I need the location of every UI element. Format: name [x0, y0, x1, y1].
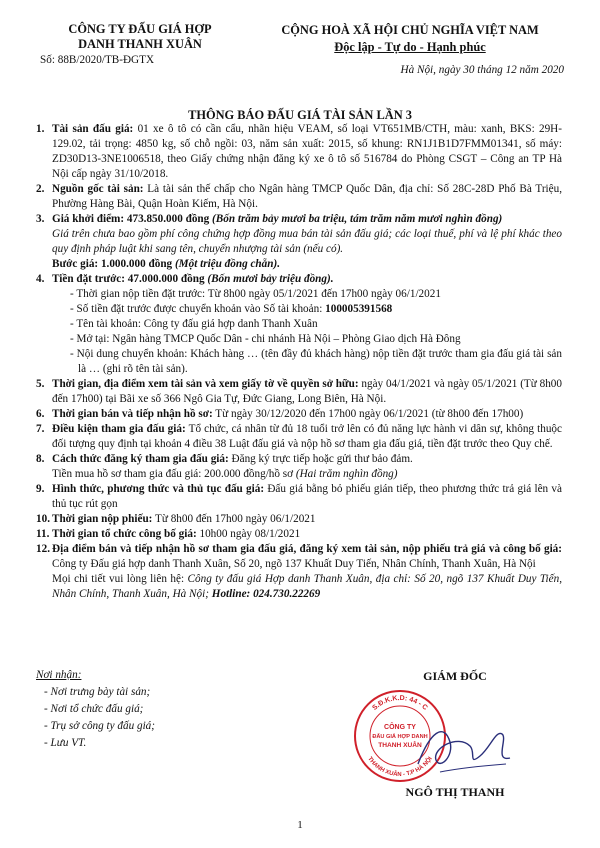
- item-label: Thời gian bán và tiếp nhận hồ sơ:: [52, 408, 213, 420]
- item-number: 9.: [36, 483, 45, 495]
- item-text: Công ty Đấu giá hợp danh Thanh Xuân, Số 20, ngõ 137 Khuất Duy Tiến, Nhân Chính, Thanh Xuân, Hà Nội: [52, 558, 536, 570]
- seal-line-1: CÔNG TY: [384, 724, 416, 731]
- national-motto: Độc lập - Tự do - Hạnh phúc: [334, 39, 486, 54]
- item-label: Thời gian nộp phiếu:: [52, 513, 153, 525]
- account-bank: - Mở tại: Ngân hàng TMCP Quốc Dân - chi nhánh Hà Nội – Phòng Giao dịch Hà Đông: [70, 333, 461, 345]
- item-announcement-time: [36, 527, 562, 542]
- item-number: 7.: [36, 423, 45, 435]
- price-in-words: (Bốn trăm bảy mươi ba triệu, tám trăm năm mươi nghìn đồng): [209, 213, 503, 225]
- document-title: THÔNG BÁO ĐẤU GIÁ TÀI SẢN LẦN 3: [188, 108, 412, 122]
- signer-role: GIÁM ĐỐC: [423, 669, 487, 683]
- document-number: Số: 88B/2020/TB-ĐGTX: [40, 54, 155, 67]
- transfer-content: - Nội dung chuyển khoản: Khách hàng … (tên đầy đủ khách hàng) nộp tiền đặt trước tham gia đấu giá tài sản là … (ghi rõ tên tài sản).: [70, 348, 562, 375]
- item-text: Đấu giá bằng bỏ phiếu gián tiếp, theo phương thức trả giá lên và thủ tục rút gọn: [52, 483, 562, 510]
- item-label: Địa điểm bán và tiếp nhận hồ sơ tham gia đấu giá, đăng ký xem tài sản, nộp phiếu trả giá và công bố giá:: [52, 543, 562, 555]
- hotline: Hotline: 024.730.22269: [211, 588, 321, 600]
- item-sale-time: [36, 407, 562, 422]
- item-label: Cách thức đăng ký tham gia đấu giá:: [52, 453, 229, 465]
- dossier-fee: Tiền mua hồ sơ tham gia đấu giá: 200.000 đồng/hồ sơ: [52, 468, 296, 480]
- recipients-block: [36, 668, 256, 751]
- seal-line-3: THANH XUÂN: [378, 742, 422, 749]
- deposit-time: - Thời gian nộp tiền đặt trước: Từ 8h00 ngày 05/1/2021 đến 17h00 ngày 06/1/2021: [70, 288, 441, 300]
- item-number: 5.: [36, 378, 45, 390]
- item-method: [36, 482, 562, 512]
- account-number: 100005391568: [325, 303, 393, 315]
- item-text: Tổ chức, cá nhân từ đủ 18 tuổi trở lên có đủ năng lực hành vi dân sự, không thuộc đối tượng quy định tại khoản 4 điều 38 Luật đấu giá và nộp hồ sơ tham gia đấu giá, tiền đặt trước theo Quy chế.: [52, 423, 562, 450]
- item-ballot-time: [36, 512, 562, 527]
- item-registration: [36, 452, 562, 482]
- item-text: Là tài sản thế chấp cho Ngân hàng TMCP Quốc Dân, địa chỉ: Số 28C-28D Phố Bà Triệu, Phường Hàng Bài, Quận Hoàn Kiếm, Hà Nội.: [52, 183, 563, 210]
- item-number: 2.: [36, 183, 45, 195]
- item-number: 11.: [36, 528, 50, 540]
- recipient-item: - Trụ sở công ty đấu giá;: [44, 720, 156, 732]
- price-note: Giá trên chưa bao gồm phí công chứng hợp đồng mua bán tài sản đấu giá; các loại thuế, phí và lệ phí khác theo quy định pháp luật khi sang tên, chuyển nhượng tài sản (nếu có).: [52, 228, 562, 255]
- recipient-item: - Nơi trưng bày tài sản;: [44, 686, 151, 698]
- item-number: 3.: [36, 213, 45, 225]
- item-label: Điều kiện tham gia đấu giá:: [52, 423, 186, 435]
- company-header: [40, 22, 240, 68]
- deposit-account: [52, 302, 562, 317]
- deposit-in-words: (Bốn mươi bảy triệu đồng).: [204, 273, 334, 285]
- national-header: [250, 22, 570, 78]
- dossier-fee-words: (Hai trăm nghìn đồng): [295, 468, 398, 480]
- company-name-line2: DANH THANH XUÂN: [78, 37, 202, 52]
- company-name-line1: CÔNG TY ĐẤU GIÁ HỢP: [68, 22, 212, 36]
- item-number: 10.: [36, 513, 50, 525]
- item-viewing: [36, 377, 562, 407]
- page-number: 1: [297, 819, 303, 831]
- signer-name: NGÔ THỊ THANH: [405, 785, 505, 800]
- item-origin: [36, 182, 562, 212]
- recipients-label: Nơi nhận:: [36, 669, 82, 681]
- item-number: 6.: [36, 408, 45, 420]
- item-deposit: [36, 272, 562, 377]
- item-number: 4.: [36, 273, 45, 285]
- item-label: Nguồn gốc tài sản:: [52, 183, 144, 195]
- item-conditions: [36, 422, 562, 452]
- item-label: Thời gian, địa điểm xem tài sản và xem giấy tờ về quyền sở hữu:: [52, 378, 359, 390]
- bid-step-words: (Một triệu đồng chẵn).: [172, 258, 280, 270]
- nation-name: CỘNG HOÀ XÃ HỘI CHỦ NGHĨA VIỆT NAM: [281, 23, 539, 37]
- seal-ring-bottom-text: THANH XUÂN - T.P HÀ NỘI: [366, 756, 434, 779]
- notice-body: [36, 122, 562, 602]
- recipient-item: - Nơi tổ chức đấu giá;: [44, 703, 144, 715]
- issue-date: Hà Nội, ngày 30 tháng 12 năm 2020: [400, 64, 564, 77]
- item-text: Từ ngày 30/12/2020 đến 17h00 ngày 06/1/2021 (từ 8h00 đến 17h00): [212, 408, 524, 420]
- seal-ring-top-text: S.Đ.K.K.D: 44 - C: [371, 694, 429, 712]
- item-location: [36, 542, 562, 602]
- svg-text:S.Đ.K.K.D: 44 - C: [371, 695, 428, 712]
- recipient-item: - Lưu VT.: [44, 737, 87, 749]
- item-text: Đăng ký trực tiếp hoặc gửi thư bảo đảm.: [228, 453, 413, 465]
- bid-step-label: Bước giá: 1.000.000 đồng: [52, 258, 173, 270]
- item-label: Tài sản đấu giá:: [52, 123, 134, 135]
- item-label: Tiền đặt trước: 47.000.000 đồng: [52, 273, 205, 285]
- item-label: Giá khởi điểm: 473.850.000 đồng: [52, 213, 210, 225]
- item-text: ngày 04/1/2021 và ngày 05/1/2021 (Từ 8h00 đến 17h00) tại Bãi xe số 366 Ngô Gia Tự, Đức Giang, Long Biên, Hà Nội.: [52, 378, 562, 405]
- item-text: Từ 8h00 đến 17h00 ngày 06/1/2021: [152, 513, 316, 525]
- item-asset: [36, 122, 562, 182]
- item-starting-price: [36, 212, 562, 272]
- handwritten-signature: [410, 712, 520, 782]
- item-number: 1.: [36, 123, 45, 135]
- seal-line-2: ĐẤU GIÁ HỢP DANH: [372, 734, 428, 740]
- contact-label: Mọi chi tiết vui lòng liên hệ:: [52, 573, 188, 585]
- item-label: Thời gian tổ chức công bố giá:: [52, 528, 197, 540]
- deposit-account-label: - Số tiền đặt trước được chuyển khoản vào Số tài khoản:: [70, 303, 326, 315]
- item-text: 01 xe ô tô có cần cẩu, nhãn hiệu VEAM, số loại VT651MB/CTH, màu: xanh, BKS: 29H-129.02, tải trọng: 4850 kg, số chỗ ngồi: 03, năm sản xuất: 2015, số khung: RN1J1B1D7FMM01341, số máy: ZD30D13-3NE1006518, theo Giấy chứng nhận đăng ký xe ô tô số 516784 do Phòng CSGT – Công an TP Hà Nội cấp ngày 31/10/2018.: [52, 123, 562, 180]
- account-name: - Tên tài khoản: Công ty đấu giá hợp danh Thanh Xuân: [70, 318, 318, 330]
- item-number: 8.: [36, 453, 45, 465]
- item-text: 10h00 ngày 08/1/2021: [196, 528, 301, 540]
- item-label: Hình thức, phương thức và thủ tục đấu giá:: [52, 483, 265, 495]
- contact-details: Công ty đấu giá Hợp danh Thanh Xuân, địa chỉ: Số 20, ngõ 137 Khuất Duy Tiến, Nhân Chính, Thanh Xuân, Hà Nội;: [52, 573, 562, 600]
- item-number: 12.: [36, 543, 50, 555]
